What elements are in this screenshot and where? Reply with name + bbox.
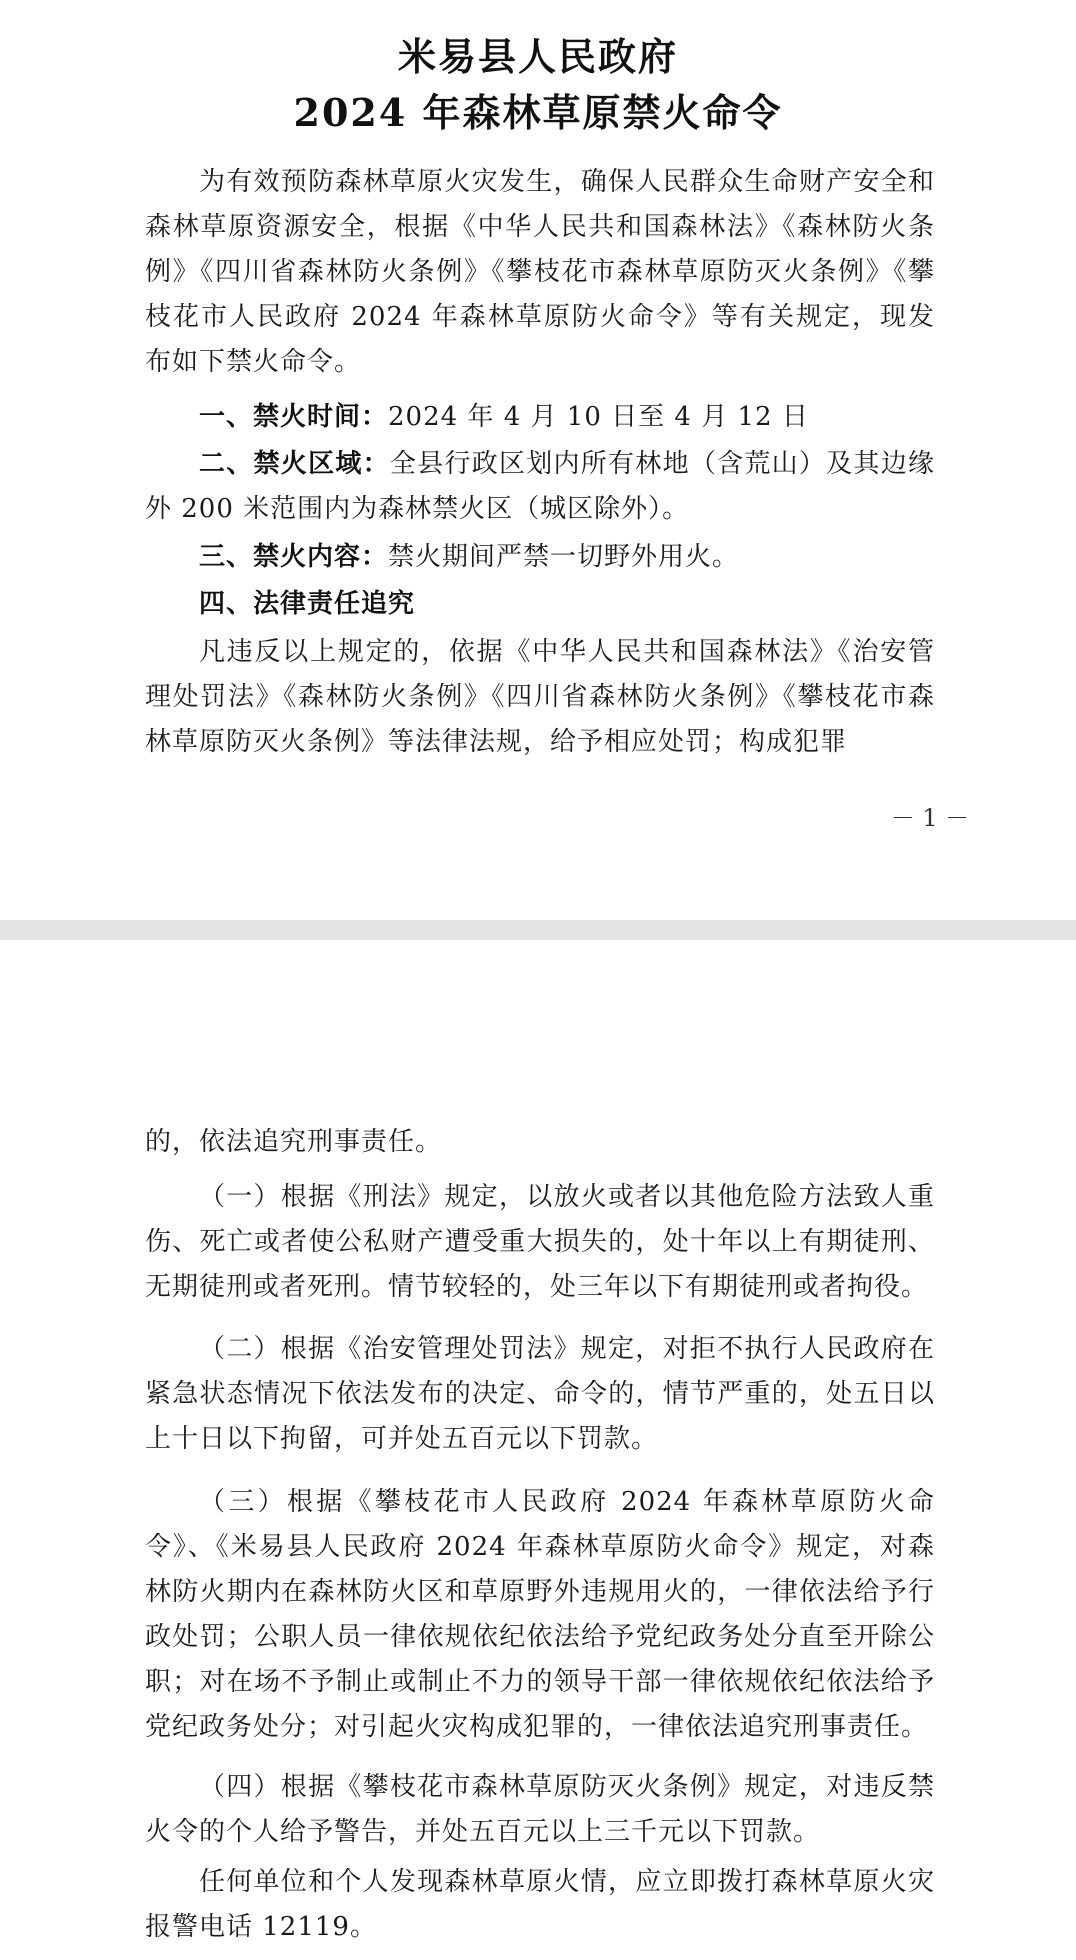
item-fire-ban-time-label: 一、禁火时间： xyxy=(199,402,389,432)
clause-4: （四）根据《攀枝花市森林草原防灭火条例》规定，对违反禁火令的个人给予警告，并处五百元以上三千元以下罚款。 xyxy=(145,1772,935,1847)
clause-2: （二）根据《治安管理处罚法》规定，对拒不执行人民政府在紧急状态情况下依法发布的决定、命令的，情节严重的，处五日以上十日以下拘留，可并处五百元以下罚款。 xyxy=(145,1334,935,1454)
item-fire-ban-content-text: 禁火期间严禁一切野外用火。 xyxy=(388,542,740,572)
item-fire-ban-time xyxy=(145,395,935,440)
page-separator xyxy=(0,920,1076,940)
item-fire-ban-time-text: 2024 年 4 月 10 日至 4 月 12 日 xyxy=(388,402,809,432)
item-fire-ban-content xyxy=(145,535,935,580)
item-legal-liability-heading: 四、法律责任追究 xyxy=(199,589,416,619)
document-page-1 xyxy=(0,0,1076,920)
continuation-text: 的，依法追究刑事责任。 xyxy=(145,1127,443,1157)
legal-liability-paragraph: 凡违反以上规定的，依据《中华人民共和国森林法》《治安管理处罚法》《森林防火条例》《四川省森林防火条例》《攀枝花市森林草原防灭火条例》等法律法规，给予相应处罚；构成犯罪 xyxy=(145,637,935,757)
page-number: － 1 － xyxy=(890,804,970,832)
document-title-line-2: 2024 年森林草原禁火命令 xyxy=(293,90,783,135)
document-page-2 xyxy=(0,940,1076,1960)
document-title-line-1: 米易县人民政府 xyxy=(397,34,678,79)
item-fire-ban-area xyxy=(145,442,935,532)
clause-1: （一）根据《刑法》规定，以放火或者以其他危险方法致人重伤、死亡或者使公私财产遭受重大损失的，处十年以上有期徒刑、无期徒刑或者死刑。情节较轻的，处三年以下有期徒刑或者拘役。 xyxy=(145,1182,935,1302)
item-fire-ban-area-text: 全县行政区划内所有林地（含荒山）及其边缘外 200 米范围内为森林禁火区（城区除外）。 xyxy=(145,449,935,524)
closing-paragraph: 任何单位和个人发现森林草原火情，应立即拨打森林草原火灾报警电话 12119。 xyxy=(145,1867,935,1942)
intro-paragraph: 为有效预防森林草原火灾发生，确保人民群众生命财产安全和森林草原资源安全，根据《中华人民共和国森林法》《森林防火条例》《四川省森林防火条例》《攀枝花市森林草原防灭火条例》《攀枝花市人民政府 2024 年森林草原防火命令》等有关规定，现发布如下禁火命令。 xyxy=(145,167,935,377)
clause-3: （三）根据《攀枝花市人民政府 2024 年森林草原防火命令》、《米易县人民政府 2024 年森林草原防火命令》规定，对森林防火期内在森林防火区和草原野外违规用火的，一律依法给予行政处罚；公职人员一律依规依纪依法给予党纪政务处分直至开除公职；对在场不予制止或制止不力的领导干部一律依规依纪依法给予党纪政务处分；对引起火灾构成犯罪的，一律依法追究刑事责任。 xyxy=(145,1487,935,1742)
item-fire-ban-area-label: 二、禁火区域： xyxy=(199,449,390,479)
item-fire-ban-content-label: 三、禁火内容： xyxy=(199,542,389,572)
